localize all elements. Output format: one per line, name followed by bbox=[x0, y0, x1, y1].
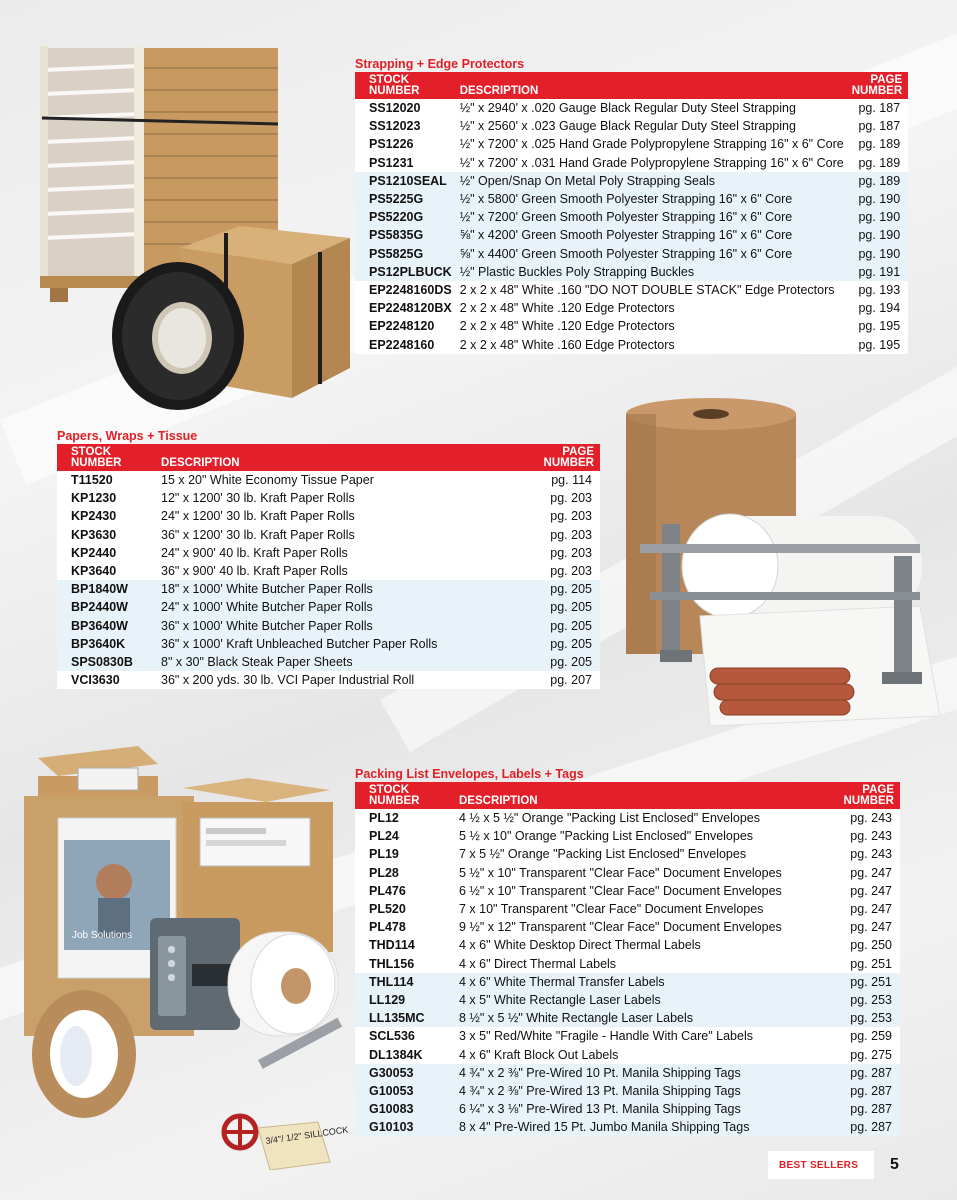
col-description: DESCRIPTION bbox=[459, 795, 538, 807]
stock-number-cell: THL156 bbox=[355, 955, 455, 973]
table-row bbox=[355, 190, 908, 208]
stock-number-cell: BP3640W bbox=[57, 617, 157, 635]
envelope-insert-text: Job Solutions bbox=[72, 930, 133, 941]
description-cell: ⅝" x 4400' Green Smooth Polyester Strapping 16" x 6" Core bbox=[456, 245, 848, 263]
table-row bbox=[355, 1064, 900, 1082]
description-cell: 7 x 5 ½" Orange "Packing List Enclosed" Envelopes bbox=[455, 845, 838, 863]
page-number-cell: pg. 243 bbox=[838, 809, 900, 827]
stock-number-cell: PS5835G bbox=[355, 226, 456, 244]
page-number-cell: pg. 287 bbox=[838, 1100, 900, 1118]
stock-number-cell: PL19 bbox=[355, 845, 455, 863]
stock-number-cell: PS5220G bbox=[355, 208, 456, 226]
table-row bbox=[57, 580, 600, 598]
table-row bbox=[57, 635, 600, 653]
description-cell: 24" x 1200' 30 lb. Kraft Paper Rolls bbox=[157, 507, 538, 525]
table-row bbox=[355, 845, 900, 863]
table-header bbox=[57, 444, 600, 471]
page-number-cell: pg. 205 bbox=[538, 617, 600, 635]
page-number-cell: pg. 205 bbox=[538, 653, 600, 671]
stock-number-cell: PL520 bbox=[355, 900, 455, 918]
description-cell: 4 ¾" x 2 ⅜" Pre-Wired 13 Pt. Manila Shipping Tags bbox=[455, 1082, 838, 1100]
table-row bbox=[57, 562, 600, 580]
stock-number-cell: PS1210SEAL bbox=[355, 172, 456, 190]
stock-number-cell: EP2248160DS bbox=[355, 281, 456, 299]
page-number-cell: pg. 205 bbox=[538, 635, 600, 653]
description-cell: 36" x 1200' 30 lb. Kraft Paper Rolls bbox=[157, 526, 538, 544]
table-row bbox=[57, 489, 600, 507]
description-cell: ½" x 5800' Green Smooth Polyester Strapping 16" x 6" Core bbox=[456, 190, 848, 208]
description-cell: ½" Plastic Buckles Poly Strapping Buckles bbox=[456, 263, 848, 281]
stock-number-cell: PL476 bbox=[355, 882, 455, 900]
table-row bbox=[57, 507, 600, 525]
page-number-cell: pg. 203 bbox=[538, 507, 600, 525]
stock-number-cell: PS1231 bbox=[355, 154, 456, 172]
paper-roll-dispenser-photo bbox=[620, 396, 950, 736]
description-cell: 24" x 900' 40 lb. Kraft Paper Rolls bbox=[157, 544, 538, 562]
table-row bbox=[355, 1045, 900, 1063]
papers-section bbox=[57, 428, 600, 689]
stock-number-cell: KP2440 bbox=[57, 544, 157, 562]
description-cell: 4 x 5" White Rectangle Laser Labels bbox=[455, 991, 838, 1009]
description-cell: 36" x 200 yds. 30 lb. VCI Paper Industrial Roll bbox=[157, 671, 538, 689]
description-cell: 4 x 6" Kraft Block Out Labels bbox=[455, 1045, 838, 1063]
table-body bbox=[355, 809, 900, 1136]
description-cell: 8" x 30" Black Steak Paper Sheets bbox=[157, 653, 538, 671]
table-row bbox=[355, 172, 908, 190]
page-number-cell: pg. 190 bbox=[848, 190, 908, 208]
table-row bbox=[355, 918, 900, 936]
page-number-cell: pg. 251 bbox=[838, 973, 900, 991]
table-row bbox=[355, 936, 900, 954]
packing-supplies-photo bbox=[18, 740, 353, 1170]
stock-number-cell: EP2248120BX bbox=[355, 299, 456, 317]
stock-number-cell: DL1384K bbox=[355, 1045, 455, 1063]
col-stock-number: STOCK NUMBER bbox=[369, 784, 420, 807]
description-cell: 36" x 1000' Kraft Unbleached Butcher Paper Rolls bbox=[157, 635, 538, 653]
table-row bbox=[355, 1100, 900, 1118]
table-body bbox=[57, 471, 600, 689]
stock-number-cell: PL12 bbox=[355, 809, 455, 827]
page-number-cell: pg. 243 bbox=[838, 845, 900, 863]
description-cell: ½" Open/Snap On Metal Poly Strapping Seals bbox=[456, 172, 848, 190]
table-row bbox=[355, 154, 908, 172]
description-cell: 5 ½ x 10" Orange "Packing List Enclosed" Envelopes bbox=[455, 827, 838, 845]
description-cell: 2 x 2 x 48" White .120 Edge Protectors bbox=[456, 299, 848, 317]
description-cell: 5 ½" x 10" Transparent "Clear Face" Document Envelopes bbox=[455, 864, 838, 882]
stock-number-cell: PL28 bbox=[355, 864, 455, 882]
stock-number-cell: PS5825G bbox=[355, 245, 456, 263]
stock-number-cell: EP2248160 bbox=[355, 335, 456, 353]
stock-number-cell: LL129 bbox=[355, 991, 455, 1009]
stock-number-cell: THL114 bbox=[355, 973, 455, 991]
section-title: Packing List Envelopes, Labels + Tags bbox=[355, 767, 584, 781]
stock-number-cell: PS5225G bbox=[355, 190, 456, 208]
stock-number-cell: G10053 bbox=[355, 1082, 455, 1100]
description-cell: 18" x 1000' White Butcher Paper Rolls bbox=[157, 580, 538, 598]
table-row bbox=[355, 317, 908, 335]
description-cell: 8 ½" x 5 ½" White Rectangle Laser Labels bbox=[455, 1009, 838, 1027]
table-row bbox=[57, 617, 600, 635]
description-cell: 15 x 20" White Economy Tissue Paper bbox=[157, 471, 538, 489]
page-number-cell: pg. 189 bbox=[848, 172, 908, 190]
stock-number-cell: THD114 bbox=[355, 936, 455, 954]
table-row bbox=[355, 281, 908, 299]
stock-number-cell: KP3640 bbox=[57, 562, 157, 580]
page-number-cell: pg. 194 bbox=[848, 299, 908, 317]
packing-section bbox=[355, 766, 900, 1136]
page-number-cell: pg. 259 bbox=[838, 1027, 900, 1045]
description-cell: ⅝" x 4200' Green Smooth Polyester Strapping 16" x 6" Core bbox=[456, 226, 848, 244]
stock-number-cell: EP2248120 bbox=[355, 317, 456, 335]
stock-number-cell: SS12020 bbox=[355, 99, 456, 117]
page-number-cell: pg. 251 bbox=[838, 955, 900, 973]
table-row bbox=[355, 99, 908, 117]
table-row bbox=[355, 882, 900, 900]
strapping-pallet-photo bbox=[30, 38, 350, 413]
table-row bbox=[355, 245, 908, 263]
stock-number-cell: G10103 bbox=[355, 1118, 455, 1136]
stock-number-cell: G10083 bbox=[355, 1100, 455, 1118]
packing-table bbox=[355, 782, 900, 1136]
table-row bbox=[355, 1027, 900, 1045]
description-cell: 8 x 4" Pre-Wired 15 Pt. Jumbo Manila Shipping Tags bbox=[455, 1118, 838, 1136]
table-row bbox=[355, 263, 908, 281]
description-cell: 3 x 5" Red/White "Fragile - Handle With Care" Labels bbox=[455, 1027, 838, 1045]
table-row bbox=[57, 471, 600, 489]
table-header bbox=[355, 782, 900, 809]
page-number-cell: pg. 243 bbox=[838, 827, 900, 845]
description-cell: 4 x 6" White Desktop Direct Thermal Labels bbox=[455, 936, 838, 954]
page-number-cell: pg. 250 bbox=[838, 936, 900, 954]
description-cell: 4 x 6" Direct Thermal Labels bbox=[455, 955, 838, 973]
description-cell: 7 x 10" Transparent "Clear Face" Document Envelopes bbox=[455, 900, 838, 918]
section-title: Papers, Wraps + Tissue bbox=[57, 429, 198, 443]
page-number-cell: pg. 287 bbox=[838, 1082, 900, 1100]
page-number-cell: pg. 203 bbox=[538, 544, 600, 562]
table-row bbox=[355, 208, 908, 226]
page-number-cell: pg. 193 bbox=[848, 281, 908, 299]
page-number-cell: pg. 191 bbox=[848, 263, 908, 281]
page-number-cell: pg. 190 bbox=[848, 226, 908, 244]
description-cell: 36" x 900' 40 lb. Kraft Paper Rolls bbox=[157, 562, 538, 580]
table-row bbox=[57, 598, 600, 616]
table-row bbox=[57, 653, 600, 671]
col-page-number: PAGE NUMBER bbox=[843, 784, 894, 807]
page-number-cell: pg. 275 bbox=[838, 1045, 900, 1063]
table-row bbox=[355, 226, 908, 244]
table-row bbox=[355, 809, 900, 827]
description-cell: ½" x 7200' Green Smooth Polyester Strapping 16" x 6" Core bbox=[456, 208, 848, 226]
stock-number-cell: PS1226 bbox=[355, 135, 456, 153]
description-cell: 6 ¼" x 3 ⅛" Pre-Wired 13 Pt. Manila Shipping Tags bbox=[455, 1100, 838, 1118]
description-cell: 9 ½" x 12" Transparent "Clear Face" Document Envelopes bbox=[455, 918, 838, 936]
page-number-cell: pg. 189 bbox=[848, 154, 908, 172]
table-row bbox=[355, 955, 900, 973]
description-cell: ½" x 2560' x .023 Gauge Black Regular Duty Steel Strapping bbox=[456, 117, 848, 135]
description-cell: ½" x 7200' x .025 Hand Grade Polypropylene Strapping 16" x 6" Core bbox=[456, 135, 848, 153]
section-title: Strapping + Edge Protectors bbox=[355, 57, 525, 71]
description-cell: 2 x 2 x 48" White .120 Edge Protectors bbox=[456, 317, 848, 335]
table-row bbox=[355, 1082, 900, 1100]
stock-number-cell: SCL536 bbox=[355, 1027, 455, 1045]
description-cell: 24" x 1000' White Butcher Paper Rolls bbox=[157, 598, 538, 616]
page-number-cell: pg. 190 bbox=[848, 208, 908, 226]
page-number-cell: pg. 203 bbox=[538, 489, 600, 507]
strapping-section bbox=[355, 56, 903, 354]
stock-number-cell: PS12PLBUCK bbox=[355, 263, 456, 281]
description-cell: 4 ¾" x 2 ⅜" Pre-Wired 10 Pt. Manila Shipping Tags bbox=[455, 1064, 838, 1082]
footer-section-label: BEST SELLERS bbox=[779, 1160, 859, 1171]
table-row bbox=[355, 827, 900, 845]
table-row bbox=[355, 991, 900, 1009]
col-stock-number: STOCK NUMBER bbox=[71, 446, 122, 469]
page-number-cell: pg. 205 bbox=[538, 580, 600, 598]
description-cell: 2 x 2 x 48" White .160 "DO NOT DOUBLE STACK" Edge Protectors bbox=[456, 281, 848, 299]
stock-number-cell: LL135MC bbox=[355, 1009, 455, 1027]
stock-number-cell: VCI3630 bbox=[57, 671, 157, 689]
stock-number-cell: BP3640K bbox=[57, 635, 157, 653]
table-row bbox=[355, 335, 908, 353]
table-body bbox=[355, 99, 908, 354]
stock-number-cell: PL478 bbox=[355, 918, 455, 936]
description-cell: 12" x 1200' 30 lb. Kraft Paper Rolls bbox=[157, 489, 538, 507]
page-number-cell: pg. 247 bbox=[838, 882, 900, 900]
table-row bbox=[355, 864, 900, 882]
page-number-cell: pg. 287 bbox=[838, 1064, 900, 1082]
page-number-cell: pg. 207 bbox=[538, 671, 600, 689]
col-page-number: PAGE NUMBER bbox=[543, 446, 594, 469]
table-row bbox=[355, 973, 900, 991]
page-number-cell: pg. 205 bbox=[538, 598, 600, 616]
table-header bbox=[355, 72, 908, 99]
page-number-cell: pg. 247 bbox=[838, 900, 900, 918]
table-row bbox=[355, 299, 908, 317]
description-cell: 4 ½ x 5 ½" Orange "Packing List Enclosed" Envelopes bbox=[455, 809, 838, 827]
description-cell: 6 ½" x 10" Transparent "Clear Face" Document Envelopes bbox=[455, 882, 838, 900]
table-row bbox=[57, 544, 600, 562]
table-row bbox=[355, 900, 900, 918]
stock-number-cell: SS12023 bbox=[355, 117, 456, 135]
page-number-cell: pg. 203 bbox=[538, 562, 600, 580]
table-row bbox=[57, 526, 600, 544]
description-cell: ½" x 2940' x .020 Gauge Black Regular Duty Steel Strapping bbox=[456, 99, 848, 117]
stock-number-cell: SPS0830B bbox=[57, 653, 157, 671]
table-row bbox=[355, 135, 908, 153]
page-number-cell: pg. 203 bbox=[538, 526, 600, 544]
description-cell: 2 x 2 x 48" White .160 Edge Protectors bbox=[456, 335, 848, 353]
page-number-cell: pg. 190 bbox=[848, 245, 908, 263]
page-number: 5 bbox=[890, 1156, 899, 1173]
col-page-number: PAGE NUMBER bbox=[851, 74, 903, 97]
stock-number-cell: KP2430 bbox=[57, 507, 157, 525]
page-number-cell: pg. 195 bbox=[848, 317, 908, 335]
stock-number-cell: BP2440W bbox=[57, 598, 157, 616]
page-number-cell: pg. 253 bbox=[838, 1009, 900, 1027]
page-footer bbox=[768, 1151, 908, 1179]
page-number-cell: pg. 253 bbox=[838, 991, 900, 1009]
page-number-cell: pg. 247 bbox=[838, 864, 900, 882]
stock-number-cell: PL24 bbox=[355, 827, 455, 845]
col-description: DESCRIPTION bbox=[161, 457, 240, 469]
page-number-cell: pg. 114 bbox=[538, 471, 600, 489]
stock-number-cell: KP1230 bbox=[57, 489, 157, 507]
table-row bbox=[355, 117, 908, 135]
tag-handwriting: 3/4"/ 1/2" SILLCOCK bbox=[264, 1124, 349, 1146]
table-row bbox=[355, 1118, 900, 1136]
page-number-cell: pg. 247 bbox=[838, 918, 900, 936]
page-number-cell: pg. 187 bbox=[848, 99, 908, 117]
description-cell: 36" x 1000' White Butcher Paper Rolls bbox=[157, 617, 538, 635]
strapping-table bbox=[355, 72, 908, 354]
stock-number-cell: G30053 bbox=[355, 1064, 455, 1082]
description-cell: ½" x 7200' x .031 Hand Grade Polypropylene Strapping 16" x 6" Core bbox=[456, 154, 848, 172]
papers-table bbox=[57, 444, 600, 689]
table-row bbox=[57, 671, 600, 689]
stock-number-cell: KP3630 bbox=[57, 526, 157, 544]
page-number-cell: pg. 187 bbox=[848, 117, 908, 135]
page-number-cell: pg. 195 bbox=[848, 335, 908, 353]
page-number-cell: pg. 189 bbox=[848, 135, 908, 153]
stock-number-cell: T11520 bbox=[57, 471, 157, 489]
stock-number-cell: BP1840W bbox=[57, 580, 157, 598]
col-stock-number: STOCK NUMBER bbox=[369, 74, 420, 97]
page-number-cell: pg. 287 bbox=[838, 1118, 900, 1136]
description-cell: 4 x 6" White Thermal Transfer Labels bbox=[455, 973, 838, 991]
col-description: DESCRIPTION bbox=[459, 85, 539, 97]
table-row bbox=[355, 1009, 900, 1027]
